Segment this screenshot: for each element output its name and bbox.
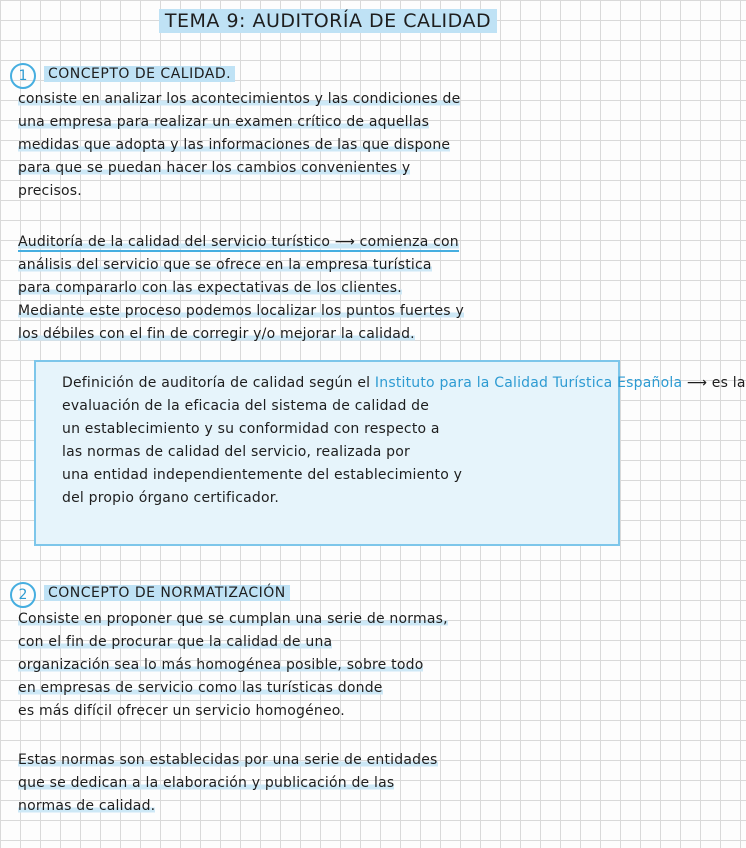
paragraph-line: Mediante este proceso podemos localizar los puntos fuertes y <box>18 303 464 319</box>
definition-text <box>62 372 746 510</box>
institute-name: Instituto para la Calidad Turística Española <box>374 375 683 391</box>
definition-line: un establecimiento y su conformidad con respecto a <box>62 421 440 437</box>
audit-paragraph <box>18 231 644 346</box>
definition-box <box>34 360 746 546</box>
paragraph-line: una empresa para realizar un examen crítico de aquellas <box>18 114 430 130</box>
paragraph-line: en empresas de servicio como las turísticas donde <box>18 680 383 696</box>
paragraph-line: los débiles con el fin de corregir y/o mejorar la calidad. <box>18 326 415 342</box>
paragraph-line: Estas normas son establecidas por una serie de entidades <box>18 752 438 768</box>
definition-line: una entidad independientemente del establecimiento y <box>62 467 463 483</box>
paragraph-line: análisis del servicio que se ofrece en la empresa turística <box>18 257 432 273</box>
section-1-paragraph <box>18 88 644 203</box>
definition-line: del propio órgano certificador. <box>62 490 280 506</box>
paragraph-line: consiste en analizar los acontecimientos y las condiciones de <box>18 91 461 107</box>
paragraph-line: Auditoría de la calidad del servicio turístico ⟶ comienza con <box>18 234 459 250</box>
section-2-paragraph <box>18 608 644 723</box>
definition-line: Definición de auditoría de calidad según el Instituto para la Calidad Turística Española ⟶ es la <box>62 375 746 391</box>
definition-line: las normas de calidad del servicio, realizada por <box>62 444 410 460</box>
paragraph-line: precisos. <box>18 183 82 199</box>
paragraph-line: para compararlo con las expectativas de los clientes. <box>18 280 402 296</box>
section-2-paragraph-2 <box>18 749 644 818</box>
paragraph-line: que se dedican a la elaboración y publicación de las <box>18 775 395 791</box>
section-2-number-badge: 2 <box>10 582 36 608</box>
paragraph-line: normas de calidad. <box>18 798 156 814</box>
definition-line: evaluación de la eficacia del sistema de calidad de <box>62 398 430 414</box>
paragraph-line: con el fin de procurar que la calidad de una <box>18 634 333 650</box>
paragraph-line: es más difícil ofrecer un servicio homogéneo. <box>18 703 345 719</box>
section-1-heading: CONCEPTO DE CALIDAD. <box>44 66 235 82</box>
section-2-heading: CONCEPTO DE NORMATIZACIÓN <box>44 585 290 601</box>
paragraph-line: Consiste en proponer que se cumplan una serie de normas, <box>18 611 448 627</box>
paragraph-line: organización sea lo más homogénea posible, sobre todo <box>18 657 424 673</box>
section-1-number-badge: 1 <box>10 63 36 89</box>
paragraph-line: para que se puedan hacer los cambios convenientes y <box>18 160 411 176</box>
page-title: TEMA 9: AUDITORÍA DE CALIDAD <box>0 10 656 32</box>
paragraph-line: medidas que adopta y las informaciones de las que dispone <box>18 137 451 153</box>
